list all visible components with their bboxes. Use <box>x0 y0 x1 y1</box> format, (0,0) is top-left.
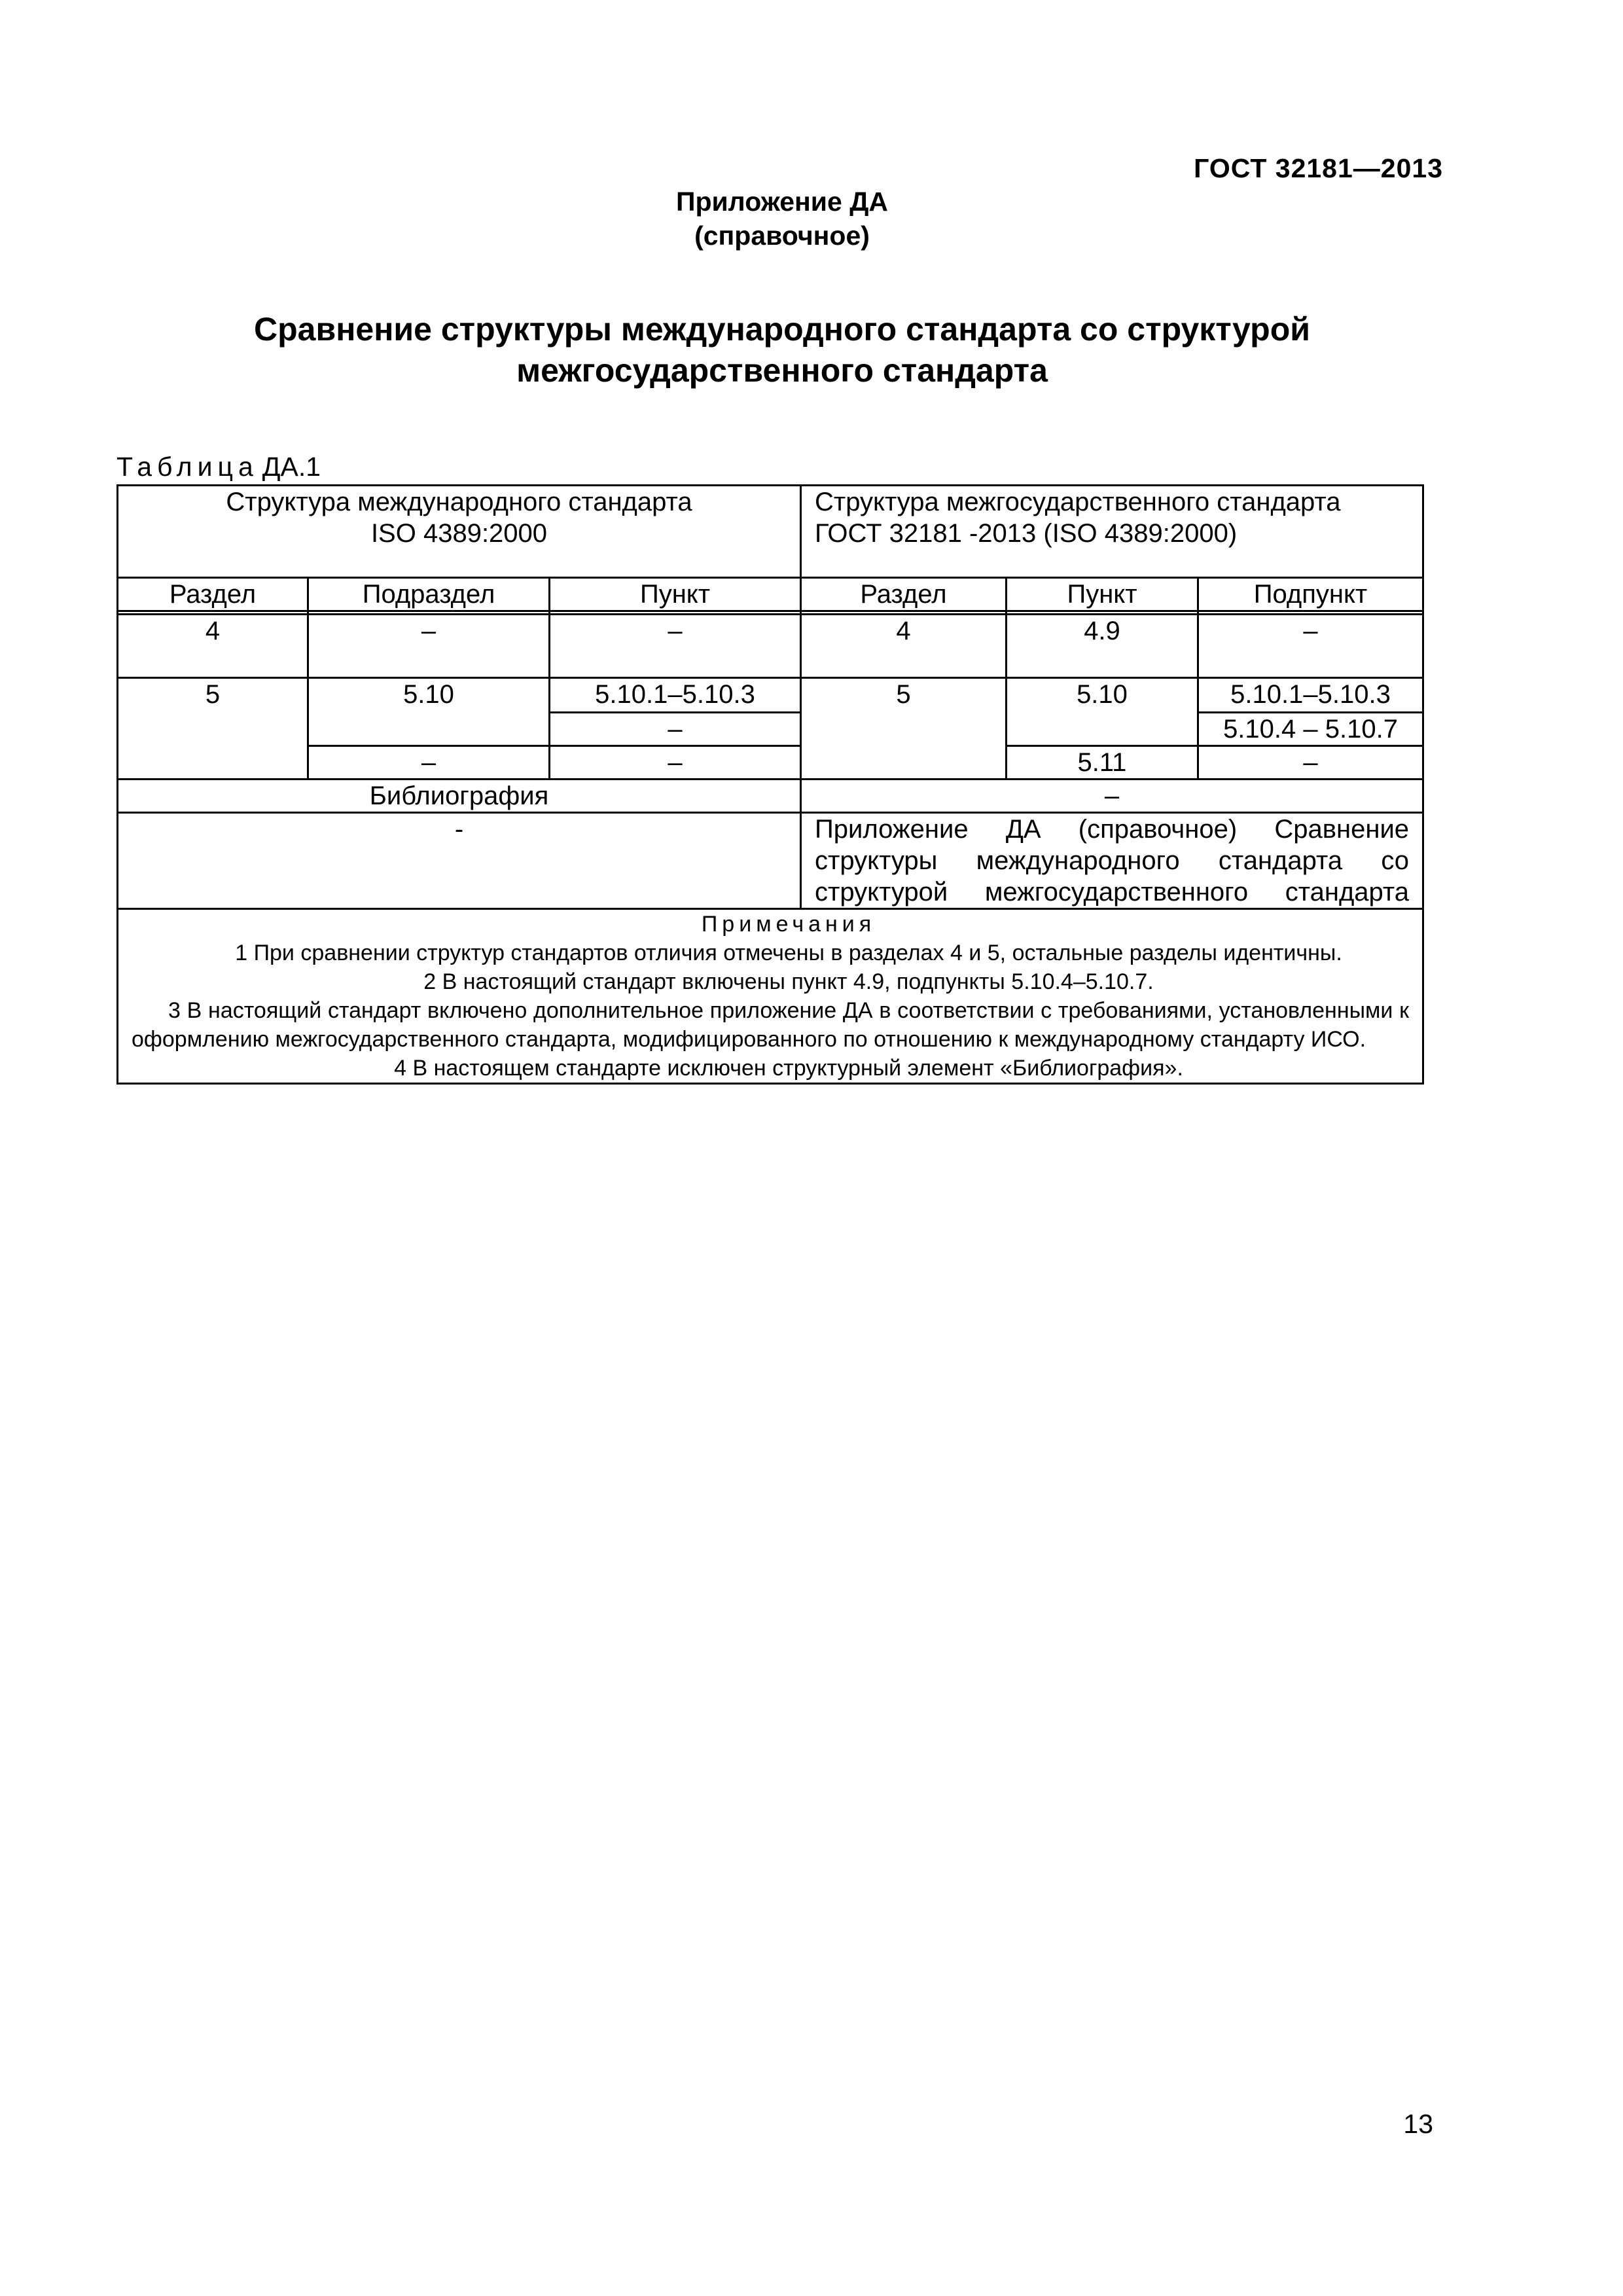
notes-cell <box>118 909 1423 1084</box>
table-cell: 5.10.1–5.10.3 <box>550 678 801 713</box>
annex-status: (справочное) <box>694 221 870 251</box>
right-group-header-line1: Структура межгосударственного стандарта <box>815 488 1341 516</box>
table-row <box>118 615 1423 678</box>
table-cell: – <box>550 746 801 780</box>
annex-title <box>0 309 1564 391</box>
annex-title-line1: Сравнение структуры международного стандарта со структурой <box>254 311 1310 348</box>
table-caption-word: Таблица <box>116 452 259 482</box>
table-cell: – <box>308 746 550 780</box>
annex-label: Приложение ДА <box>675 187 889 217</box>
note-item: 3 В настоящий стандарт включено дополнительное приложение ДА в соответствии с требованиями, установленными к оформлению межгосударственного стандарта, модифицированного по отношению к международному стандарту ИСО. <box>132 998 1410 1052</box>
comparison-table <box>116 484 1424 1085</box>
table-caption-number: ДА.1 <box>262 452 321 482</box>
table-cell: – <box>308 615 550 678</box>
notes-row <box>118 909 1423 1084</box>
note-item: 1 При сравнении структур стандартов отличия отмечены в разделах 4 и 5, остальные разделы идентичны. <box>235 941 1342 965</box>
column-header: Пункт <box>1007 578 1198 611</box>
annex-row-line: структурой межгосударственного стандарта <box>815 878 1410 906</box>
annex-title-line2: межгосударственного стандарта <box>516 352 1048 389</box>
table-group-header-row <box>118 486 1423 578</box>
table-cell: 5.10.1–5.10.3 <box>1198 678 1423 713</box>
table-caption <box>116 452 321 482</box>
bibliography-cell: Библиография <box>118 780 801 813</box>
annex-row-line: Приложение ДА (справочное) Сравнение <box>815 815 1410 844</box>
document-code: ГОСТ 32181—2013 <box>1194 153 1443 183</box>
left-group-header-line1: Структура международного стандарта <box>226 488 692 516</box>
annex-row-right-cell <box>801 813 1423 909</box>
table-cell: – <box>550 713 801 746</box>
column-header: Раздел <box>118 578 308 611</box>
right-group-header <box>801 486 1423 578</box>
page-number: 13 <box>1403 2109 1433 2139</box>
column-header: Подпункт <box>1198 578 1423 611</box>
annex-row-line: структуры международного стандарта со <box>815 846 1410 875</box>
annex-row-left-cell: - <box>118 813 801 909</box>
table-cell: – <box>550 615 801 678</box>
left-group-header <box>118 486 801 578</box>
table-cell: 5.11 <box>1007 746 1198 780</box>
table-cell: 4 <box>118 615 308 678</box>
table-row <box>118 813 1423 909</box>
left-group-header-line2: ISO 4389:2000 <box>370 519 548 548</box>
column-header: Подраздел <box>308 578 550 611</box>
table-row <box>118 678 1423 713</box>
note-item: 4 В настоящем стандарте исключен структурный элемент «Библиография». <box>394 1056 1183 1081</box>
table-cell: 5 <box>801 678 1007 780</box>
table-cell: 5.10 <box>308 678 550 746</box>
column-header: Пункт <box>550 578 801 611</box>
right-group-header-line2: ГОСТ 32181 -2013 (ISO 4389:2000) <box>815 519 1238 548</box>
note-item: 2 В настоящий стандарт включены пункт 4.9, подпункты 5.10.4–5.10.7. <box>423 969 1154 994</box>
notes-title: Примечания <box>701 912 876 937</box>
table-cell: – <box>1198 615 1423 678</box>
table-cell: 4.9 <box>1007 615 1198 678</box>
table-row <box>118 746 1423 780</box>
annex-heading <box>0 185 1564 253</box>
bibliography-cell: – <box>801 780 1423 813</box>
table-column-header-row <box>118 578 1423 611</box>
table-cell: – <box>1198 746 1423 780</box>
table-cell: 5 <box>118 678 308 780</box>
table-cell: 4 <box>801 615 1007 678</box>
table-row <box>118 780 1423 813</box>
column-header: Раздел <box>801 578 1007 611</box>
table-cell: 5.10 <box>1007 678 1198 746</box>
table-cell: 5.10.4 – 5.10.7 <box>1198 713 1423 746</box>
